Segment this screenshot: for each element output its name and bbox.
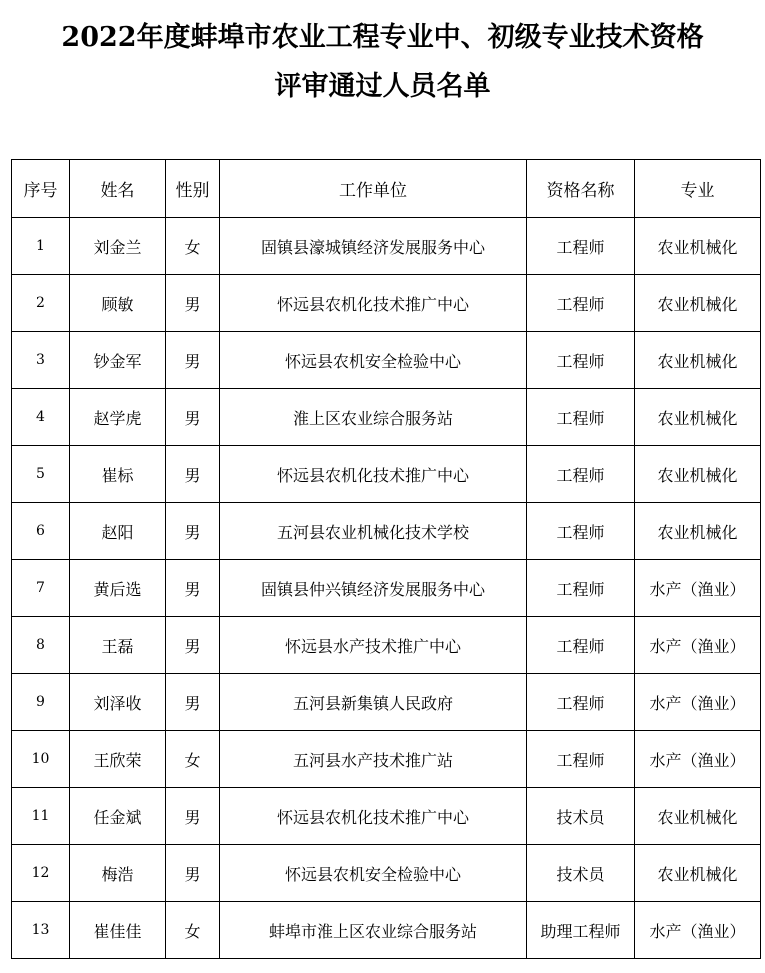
cell-qualification: 技术员 bbox=[527, 845, 635, 902]
cell-name: 刘泽收 bbox=[70, 674, 166, 731]
cell-seq: 5 bbox=[12, 446, 70, 503]
cell-specialty: 农业机械化 bbox=[635, 446, 761, 503]
header-seq: 序号 bbox=[12, 160, 70, 218]
cell-specialty: 水产（渔业） bbox=[635, 674, 761, 731]
cell-name: 任金斌 bbox=[70, 788, 166, 845]
document-title-line-2: 评审通过人员名单 bbox=[274, 71, 491, 102]
cell-workplace: 怀远县农机化技术推广中心 bbox=[220, 446, 527, 503]
cell-name: 崔佳佳 bbox=[70, 902, 166, 959]
cell-workplace: 固镇县濠城镇经济发展服务中心 bbox=[220, 218, 527, 275]
header-gender: 性别 bbox=[166, 160, 220, 218]
cell-qualification: 工程师 bbox=[527, 503, 635, 560]
table-row bbox=[12, 788, 761, 845]
cell-name: 梅浩 bbox=[70, 845, 166, 902]
table-row bbox=[12, 731, 761, 788]
cell-seq: 13 bbox=[12, 902, 70, 959]
cell-name: 顾敏 bbox=[70, 275, 166, 332]
cell-specialty: 农业机械化 bbox=[635, 788, 761, 845]
table-row bbox=[12, 674, 761, 731]
cell-qualification: 工程师 bbox=[527, 446, 635, 503]
cell-workplace: 蚌埠市淮上区农业综合服务站 bbox=[220, 902, 527, 959]
cell-qualification: 工程师 bbox=[527, 218, 635, 275]
cell-seq: 7 bbox=[12, 560, 70, 617]
table-row bbox=[12, 446, 761, 503]
cell-seq: 4 bbox=[12, 389, 70, 446]
table-row bbox=[12, 503, 761, 560]
cell-qualification: 工程师 bbox=[527, 275, 635, 332]
cell-workplace: 怀远县农机化技术推广中心 bbox=[220, 788, 527, 845]
document-title-line-1: 2022年度蚌埠市农业工程专业中、初级专业技术资格 bbox=[61, 22, 704, 53]
cell-gender: 男 bbox=[166, 332, 220, 389]
cell-seq: 6 bbox=[12, 503, 70, 560]
cell-seq: 2 bbox=[12, 275, 70, 332]
cell-qualification: 工程师 bbox=[527, 731, 635, 788]
cell-name: 刘金兰 bbox=[70, 218, 166, 275]
cell-workplace: 怀远县农机安全检验中心 bbox=[220, 332, 527, 389]
cell-qualification: 工程师 bbox=[527, 560, 635, 617]
header-name: 姓名 bbox=[70, 160, 166, 218]
cell-workplace: 怀远县农机安全检验中心 bbox=[220, 845, 527, 902]
cell-specialty: 水产（渔业） bbox=[635, 902, 761, 959]
cell-name: 崔标 bbox=[70, 446, 166, 503]
table-row bbox=[12, 617, 761, 674]
header-workplace: 工作单位 bbox=[220, 160, 527, 218]
cell-gender: 男 bbox=[166, 389, 220, 446]
cell-gender: 男 bbox=[166, 446, 220, 503]
cell-gender: 男 bbox=[166, 503, 220, 560]
cell-gender: 男 bbox=[166, 617, 220, 674]
cell-seq: 10 bbox=[12, 731, 70, 788]
cell-name: 王欣荣 bbox=[70, 731, 166, 788]
table-row bbox=[12, 275, 761, 332]
cell-workplace: 怀远县水产技术推广中心 bbox=[220, 617, 527, 674]
cell-specialty: 农业机械化 bbox=[635, 218, 761, 275]
cell-workplace: 淮上区农业综合服务站 bbox=[220, 389, 527, 446]
cell-gender: 男 bbox=[166, 788, 220, 845]
cell-qualification: 工程师 bbox=[527, 389, 635, 446]
cell-name: 赵阳 bbox=[70, 503, 166, 560]
cell-qualification: 工程师 bbox=[527, 674, 635, 731]
table-row bbox=[12, 389, 761, 446]
cell-seq: 8 bbox=[12, 617, 70, 674]
cell-gender: 女 bbox=[166, 731, 220, 788]
cell-gender: 男 bbox=[166, 275, 220, 332]
cell-specialty: 农业机械化 bbox=[635, 503, 761, 560]
table-row bbox=[12, 560, 761, 617]
cell-specialty: 水产（渔业） bbox=[635, 617, 761, 674]
cell-seq: 11 bbox=[12, 788, 70, 845]
cell-workplace: 五河县水产技术推广站 bbox=[220, 731, 527, 788]
table-row bbox=[12, 332, 761, 389]
cell-specialty: 水产（渔业） bbox=[635, 560, 761, 617]
cell-name: 王磊 bbox=[70, 617, 166, 674]
cell-workplace: 固镇县仲兴镇经济发展服务中心 bbox=[220, 560, 527, 617]
cell-seq: 1 bbox=[12, 218, 70, 275]
cell-gender: 男 bbox=[166, 674, 220, 731]
cell-name: 黄后选 bbox=[70, 560, 166, 617]
cell-specialty: 农业机械化 bbox=[635, 389, 761, 446]
cell-name: 钞金军 bbox=[70, 332, 166, 389]
cell-specialty: 农业机械化 bbox=[635, 332, 761, 389]
cell-qualification: 技术员 bbox=[527, 788, 635, 845]
cell-gender: 男 bbox=[166, 845, 220, 902]
cell-gender: 男 bbox=[166, 560, 220, 617]
cell-workplace: 五河县农业机械化技术学校 bbox=[220, 503, 527, 560]
cell-workplace: 五河县新集镇人民政府 bbox=[220, 674, 527, 731]
cell-specialty: 农业机械化 bbox=[635, 845, 761, 902]
cell-seq: 9 bbox=[12, 674, 70, 731]
cell-specialty: 农业机械化 bbox=[635, 275, 761, 332]
cell-gender: 女 bbox=[166, 218, 220, 275]
cell-name: 赵学虎 bbox=[70, 389, 166, 446]
table-row bbox=[12, 218, 761, 275]
cell-gender: 女 bbox=[166, 902, 220, 959]
cell-seq: 12 bbox=[12, 845, 70, 902]
table-row bbox=[12, 845, 761, 902]
header-qualification: 资格名称 bbox=[527, 160, 635, 218]
table-header-row bbox=[12, 160, 761, 218]
cell-qualification: 工程师 bbox=[527, 332, 635, 389]
cell-qualification: 工程师 bbox=[527, 617, 635, 674]
personnel-table bbox=[11, 159, 761, 959]
cell-qualification: 助理工程师 bbox=[527, 902, 635, 959]
header-specialty: 专业 bbox=[635, 160, 761, 218]
table-row bbox=[12, 902, 761, 959]
cell-workplace: 怀远县农机化技术推广中心 bbox=[220, 275, 527, 332]
cell-seq: 3 bbox=[12, 332, 70, 389]
cell-specialty: 水产（渔业） bbox=[635, 731, 761, 788]
